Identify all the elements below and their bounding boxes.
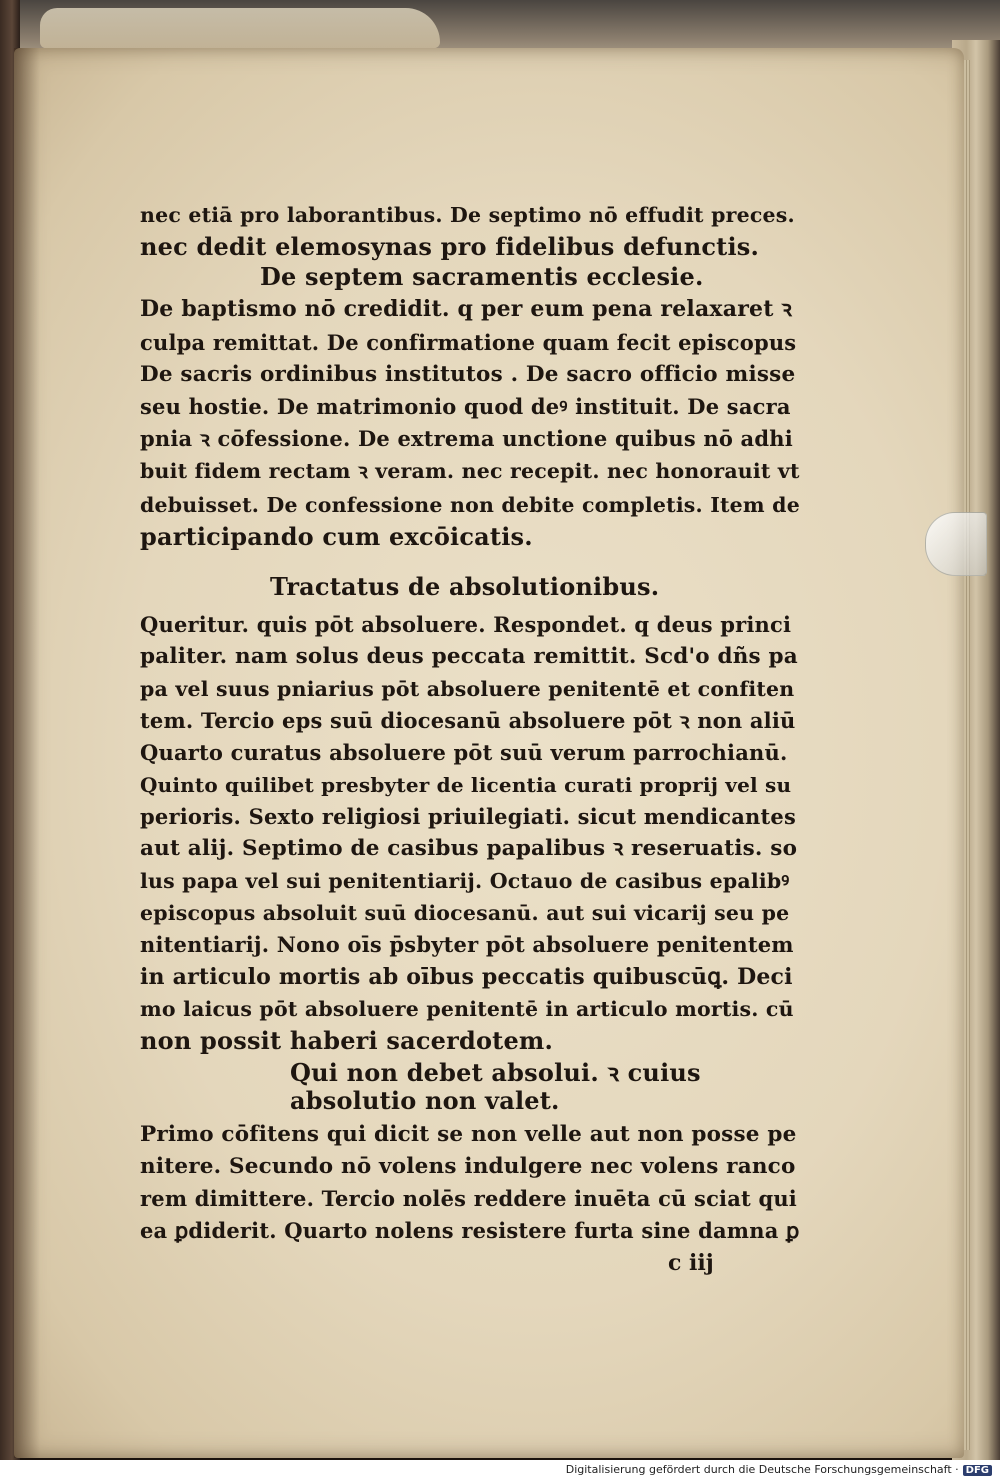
gutter-shadow	[14, 48, 40, 1458]
text-line: paliter. nam solus deus peccata remittit. Scd'o dñs pa	[140, 644, 798, 669]
text-line: Primo cōfitens qui dicit se non velle aut non posse pe	[140, 1122, 797, 1147]
text-line: De sacris ordinibus institutos . De sacro officio misse	[140, 362, 796, 387]
text-line: Queritur. quis pōt absoluere. Respondet. q deus princi	[140, 612, 792, 637]
text-line: non possit haberi sacerdotem.	[140, 1026, 554, 1055]
text-line: pa vel suus pniarius pōt absoluere penitentē et confiten	[140, 677, 795, 701]
text-line: nitere. Secundo nō volens indulgere nec volens ranco	[140, 1154, 796, 1179]
text-line: ea ꝑdiderit. Quarto nolens resistere furta sine damna ꝑ	[140, 1218, 800, 1243]
curled-page-corner	[40, 8, 440, 48]
text-line: tem. Tercio eps suū diocesanū absoluere pōt ꝛ non aliū	[140, 708, 796, 733]
text-line: De baptismo nō credidit. q per eum pena relaxaret ꝛ	[140, 296, 793, 322]
text-line: perioris. Sexto religiosi priuilegiati. sicut mendicantes	[140, 804, 797, 829]
text-line: nec dedit elemosynas pro fidelibus defunctis.	[140, 232, 760, 261]
credit-text: Digitalisierung gefördert durch die Deutsche Forschungsgemeinschaft ·	[565, 1463, 959, 1476]
text-line: pnia ꝛ cōfessione. De extrema unctione quibus nō adhi	[140, 426, 793, 451]
text-line: mo laicus pōt absoluere penitentē in articulo mortis. cū	[140, 997, 794, 1021]
text-line: culpa remittat. De confirmatione quam fecit episcopus	[140, 330, 797, 355]
text-line: lus papa vel sui penitentiarij. Octauo de casibus epalibꝰ	[140, 869, 790, 893]
text-line: debuisset. De confessione non debite completis. Item de	[140, 493, 800, 517]
section-heading: absolutio non valet.	[290, 1086, 560, 1115]
section-heading: De septem sacramentis ecclesie.	[260, 262, 704, 291]
text-line: in articulo mortis ab oībus peccatis quibuscūꝗ. Deci	[140, 964, 793, 990]
text-line: seu hostie. De matrimonio quod deꝰ instituit. De sacra	[140, 394, 791, 419]
signature-mark: c iij	[668, 1250, 714, 1276]
text-line: episcopus absoluit suū diocesanū. aut sui vicarij seu pe	[140, 901, 790, 925]
text-line: nec etiā pro laborantibus. De septimo nō effudit preces.	[140, 203, 795, 227]
text-line: participando cum excōicatis.	[140, 522, 533, 551]
text-line: Quarto curatus absoluere pōt suū verum parrochianū.	[140, 740, 788, 765]
text-line: buit fidem rectam ꝛ veram. nec recepit. nec honorauit vt	[140, 459, 800, 483]
section-heading: Qui non debet absolui. ꝛ cuius	[290, 1058, 701, 1087]
page-clip	[925, 512, 987, 576]
dfg-logo: DFG	[963, 1465, 992, 1476]
digitization-credit	[566, 1463, 992, 1476]
text-line: aut alij. Septimo de casibus papalibus ꝛ reseruatis. so	[140, 836, 798, 861]
text-line: rem dimittere. Tercio nolēs reddere inuēta cū sciat qui	[140, 1186, 797, 1211]
text-line: Quinto quilibet presbyter de licentia curati proprij vel su	[140, 773, 792, 797]
section-heading: Tractatus de absolutionibus.	[270, 572, 660, 601]
text-line: nitentiarij. Nono oīs p̄sbyter pōt absoluere penitentem	[140, 932, 794, 957]
